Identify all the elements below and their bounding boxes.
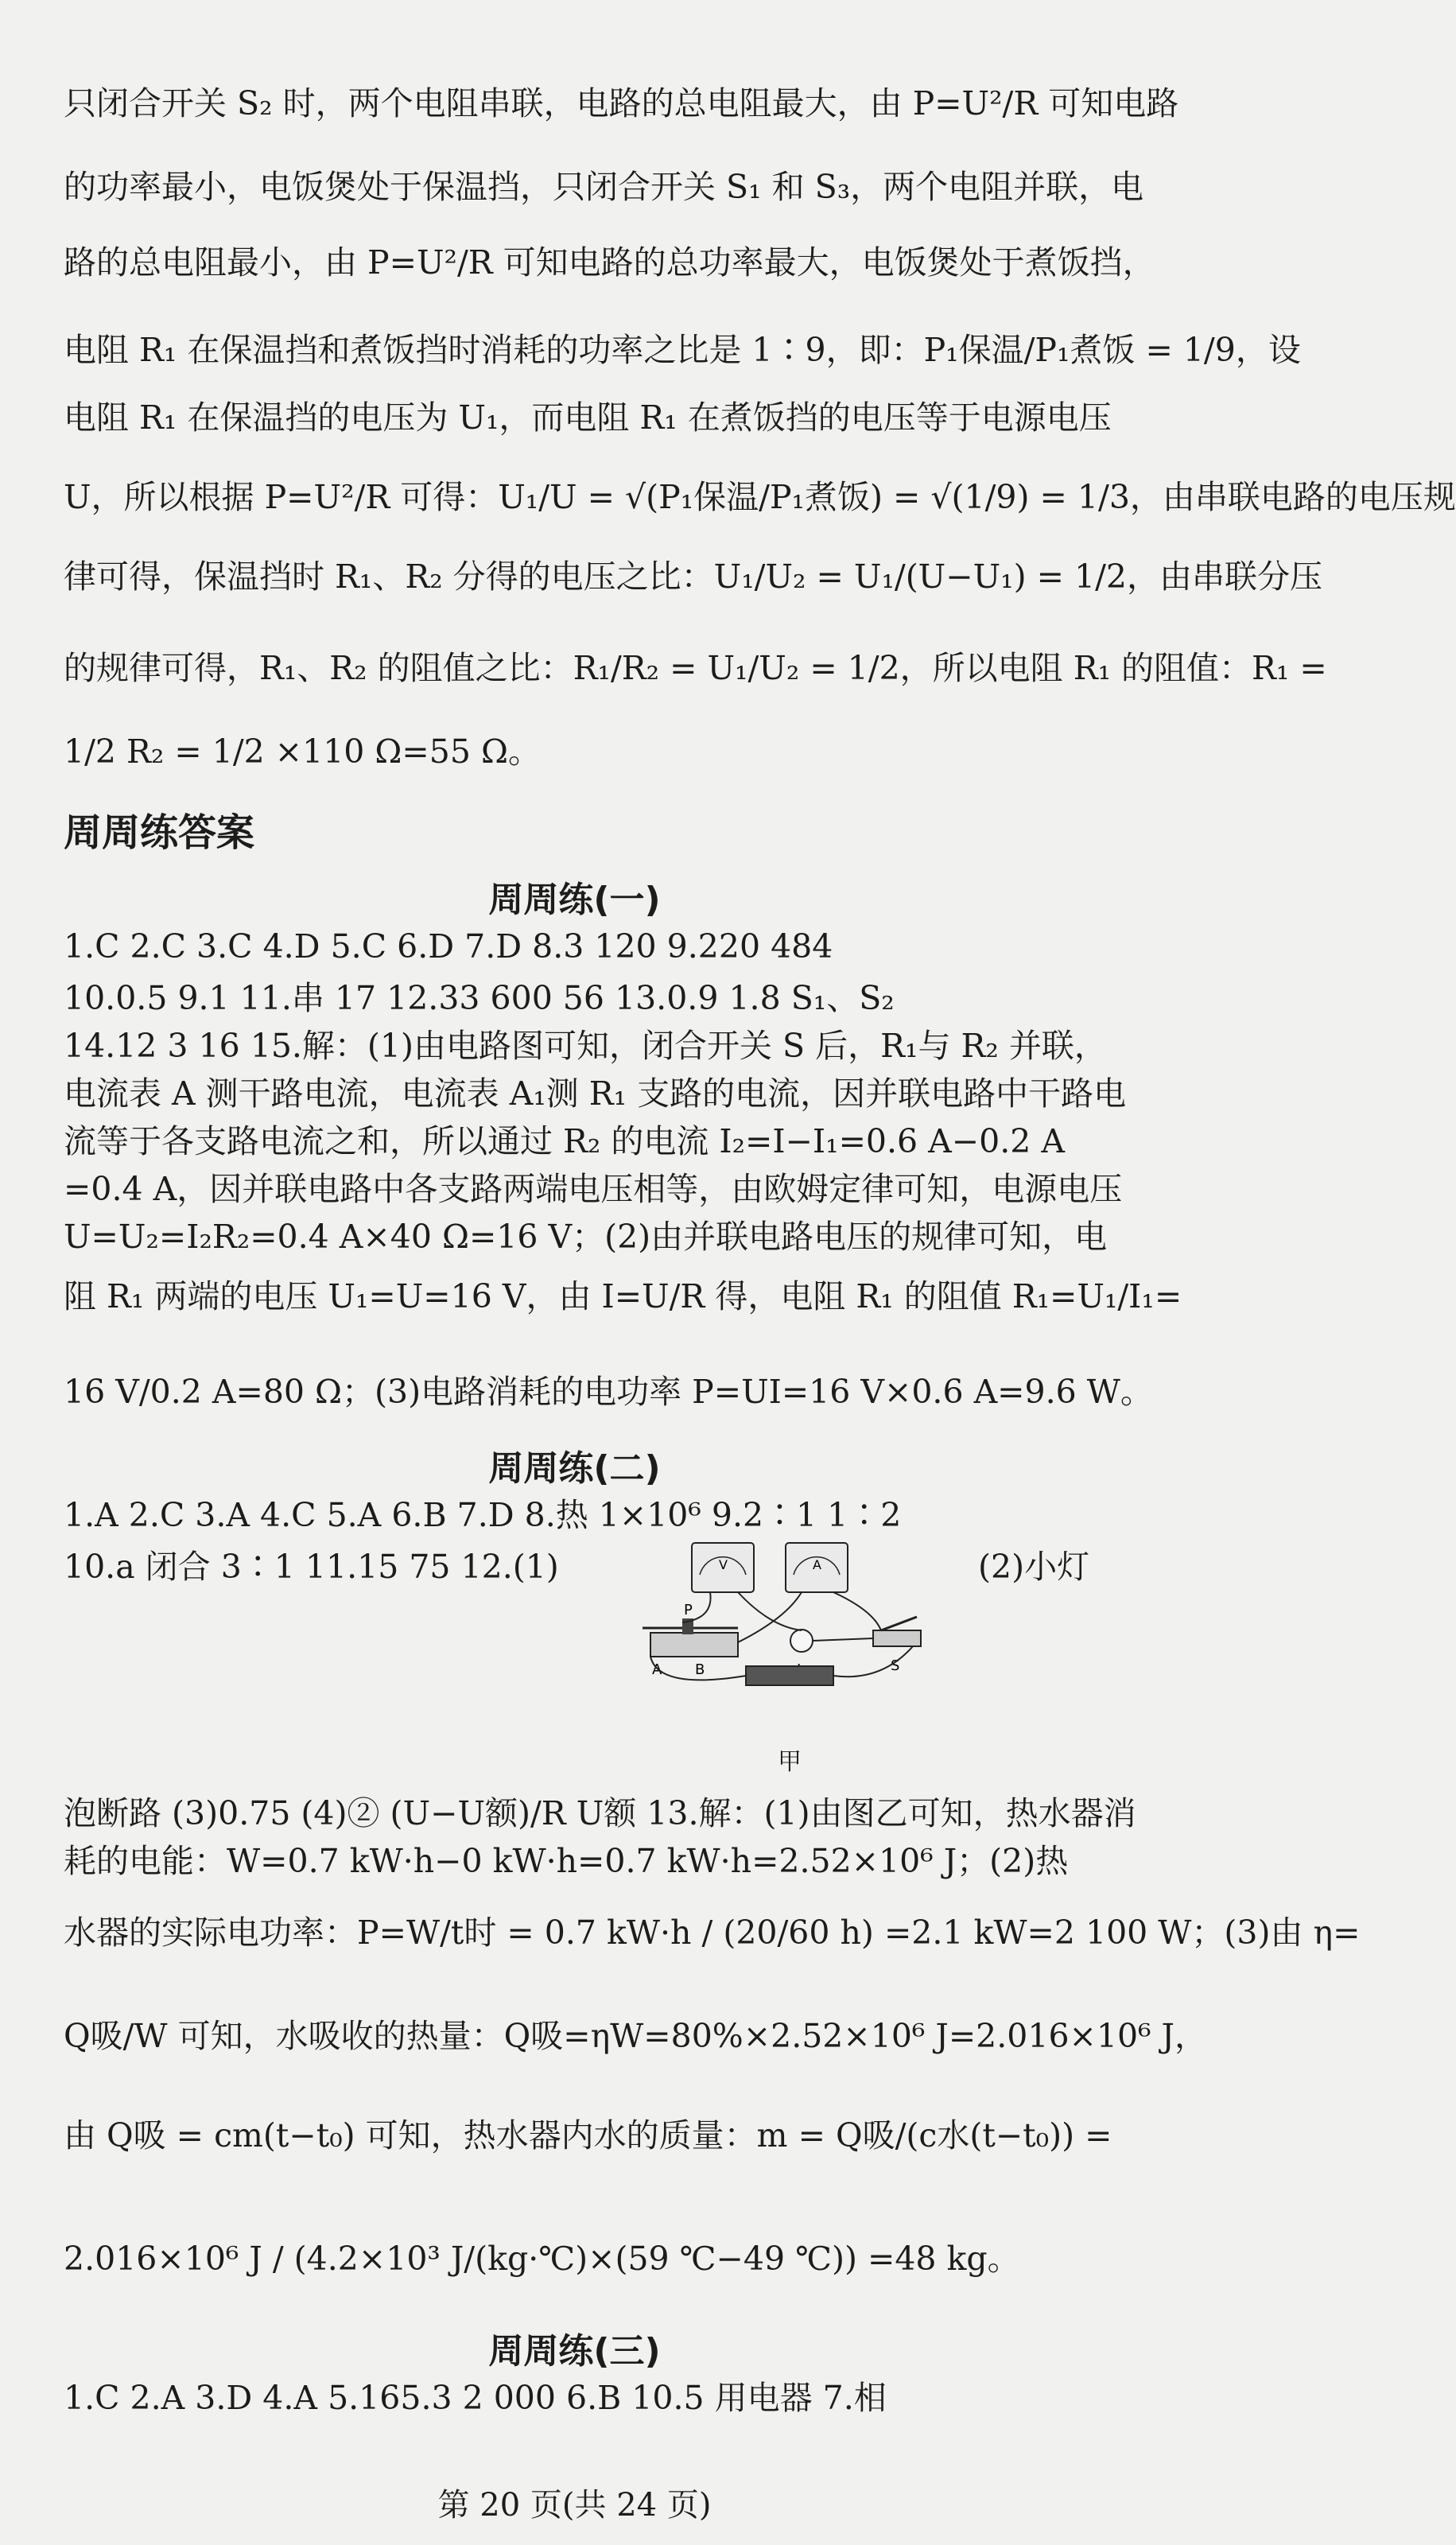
text-line: U，所以根据 P=U²/R 可得：U₁/U = √(P₁保温/P₁煮饭) = √(1/9) = 1/3，由串联电路的电压规 [64,478,1456,516]
answer-line: 16 V/0.2 A=80 Ω；(3)电路消耗的电功率 P=UI=16 V×0.6 A=9.6 W。 [64,1373,1153,1411]
week3-title: 周周练(三) [488,2331,661,2372]
answer-line: 耗的电能：W=0.7 kW·h−0 kW·h=0.7 kW·h=2.52×10⁶ J；(2)热 [64,1842,1069,1880]
answer-line: U=U₂=I₂R₂=0.4 A×40 Ω=16 V；(2)由并联电路电压的规律可知，电 [64,1218,1108,1256]
page-footer: 第 20 页(共 24 页) [437,2487,712,2524]
week2-title: 周周练(二) [488,1448,661,1489]
answer-line: 水器的实际电功率：P=W/t时 = 0.7 kW·h / (20/60 h) =2.1 kW=2 100 W；(3)由 η= [64,1914,1361,1952]
answer-line: 1.C 2.A 3.D 4.A 5.165.3 2 000 6.B 10.5 用电器 7.相 [64,2379,887,2417]
answer-line: 10.0.5 9.1 11.串 17 12.33 600 56 13.0.9 1.8 S₁、S₂ [64,979,895,1017]
answer-line: 2.016×10⁶ J / (4.2×10³ J/(kg·℃)×(59 ℃−49 ℃)) =48 kg。 [64,2240,1020,2278]
text-line: 只闭合开关 S₂ 时，两个电阻串联，电路的总电阻最大，由 P=U²/R 可知电路 [64,84,1179,122]
answer-line: 阻 R₁ 两端的电压 U₁=U=16 V，由 I=U/R 得，电阻 R₁ 的阻值 R₁=U₁/I₁= [64,1277,1182,1315]
answer-line-right: (2)小灯 [978,1548,1090,1586]
answer-line: Q吸/W 可知，水吸收的热量：Q吸=ηW=80%×2.52×10⁶ J=2.016×10⁶ J， [64,2017,1207,2055]
rheostat-p-label: P [684,1602,693,1618]
voltmeter-label: V [719,1557,728,1572]
answer-line: 流等于各支路电流之和，所以通过 R₂ 的电流 I₂=I−I₁=0.6 A−0.2 A [64,1122,1065,1160]
answer-line: 泡断路 (3)0.75 (4)② (U−U额)/R U额 13.解：(1)由图乙可知，热水器消 [64,1794,1136,1832]
ammeter-label: A [813,1557,821,1572]
section-title: 周周练答案 [64,810,255,855]
answer-line: 14.12 3 16 15.解：(1)由电路图可知，闭合开关 S 后，R₁与 R₂ 并联， [64,1027,1107,1065]
text-line: 的功率最小，电饭煲处于保温挡，只闭合开关 S₁ 和 S₃，两个电阻并联，电 [64,168,1144,206]
text-line: 律可得，保温挡时 R₁、R₂ 分得的电压之比：U₁/U₂ = U₁/(U−U₁) = 1/2，由串联分压 [64,558,1322,596]
terminal-a-label: A [652,1661,662,1678]
circuit-diagram [643,1539,937,1714]
text-line: 电阻 R₁ 在保温挡的电压为 U₁，而电阻 R₁ 在煮饭挡的电压等于电源电压 [64,398,1112,437]
answer-line: 由 Q吸 = cm(t−t₀) 可知，热水器内水的质量：m = Q吸/(c水(t−t₀)) = [64,2116,1112,2155]
answer-line: 电流表 A 测干路电流，电流表 A₁测 R₁ 支路的电流，因并联电路中干路电 [64,1074,1127,1113]
circuit-caption: 甲 [778,1748,802,1776]
answer-line: 1.A 2.C 3.A 4.C 5.A 6.B 7.D 8.热 1×10⁶ 9.2∶1 1∶2 [64,1496,902,1534]
text-line: 路的总电阻最小，由 P=U²/R 可知电路的总功率最大，电饭煲处于煮饭挡， [64,243,1155,282]
answer-line: 10.a 闭合 3∶1 11.15 75 12.(1) [64,1548,559,1586]
text-line: 1/2 R₂ = 1/2 ×110 Ω=55 Ω。 [64,732,541,771]
switch-label: S [891,1657,900,1674]
terminal-b-label: B [695,1661,705,1678]
answer-line: 1.C 2.C 3.C 4.D 5.C 6.D 7.D 8.3 120 9.220 484 [64,927,833,966]
text-line: 电阻 R₁ 在保温挡和煮饭挡时消耗的功率之比是 1∶9，即：P₁保温/P₁煮饭 = 1/9，设 [64,331,1301,369]
text-line: 的规律可得，R₁、R₂ 的阻值之比：R₁/R₂ = U₁/U₂ = 1/2，所以电阻 R₁ 的阻值：R₁ = [64,649,1327,687]
answer-line: =0.4 A，因并联电路中各支路两端电压相等，由欧姆定律可知，电源电压 [64,1170,1123,1208]
week1-title: 周周练(一) [488,880,661,920]
